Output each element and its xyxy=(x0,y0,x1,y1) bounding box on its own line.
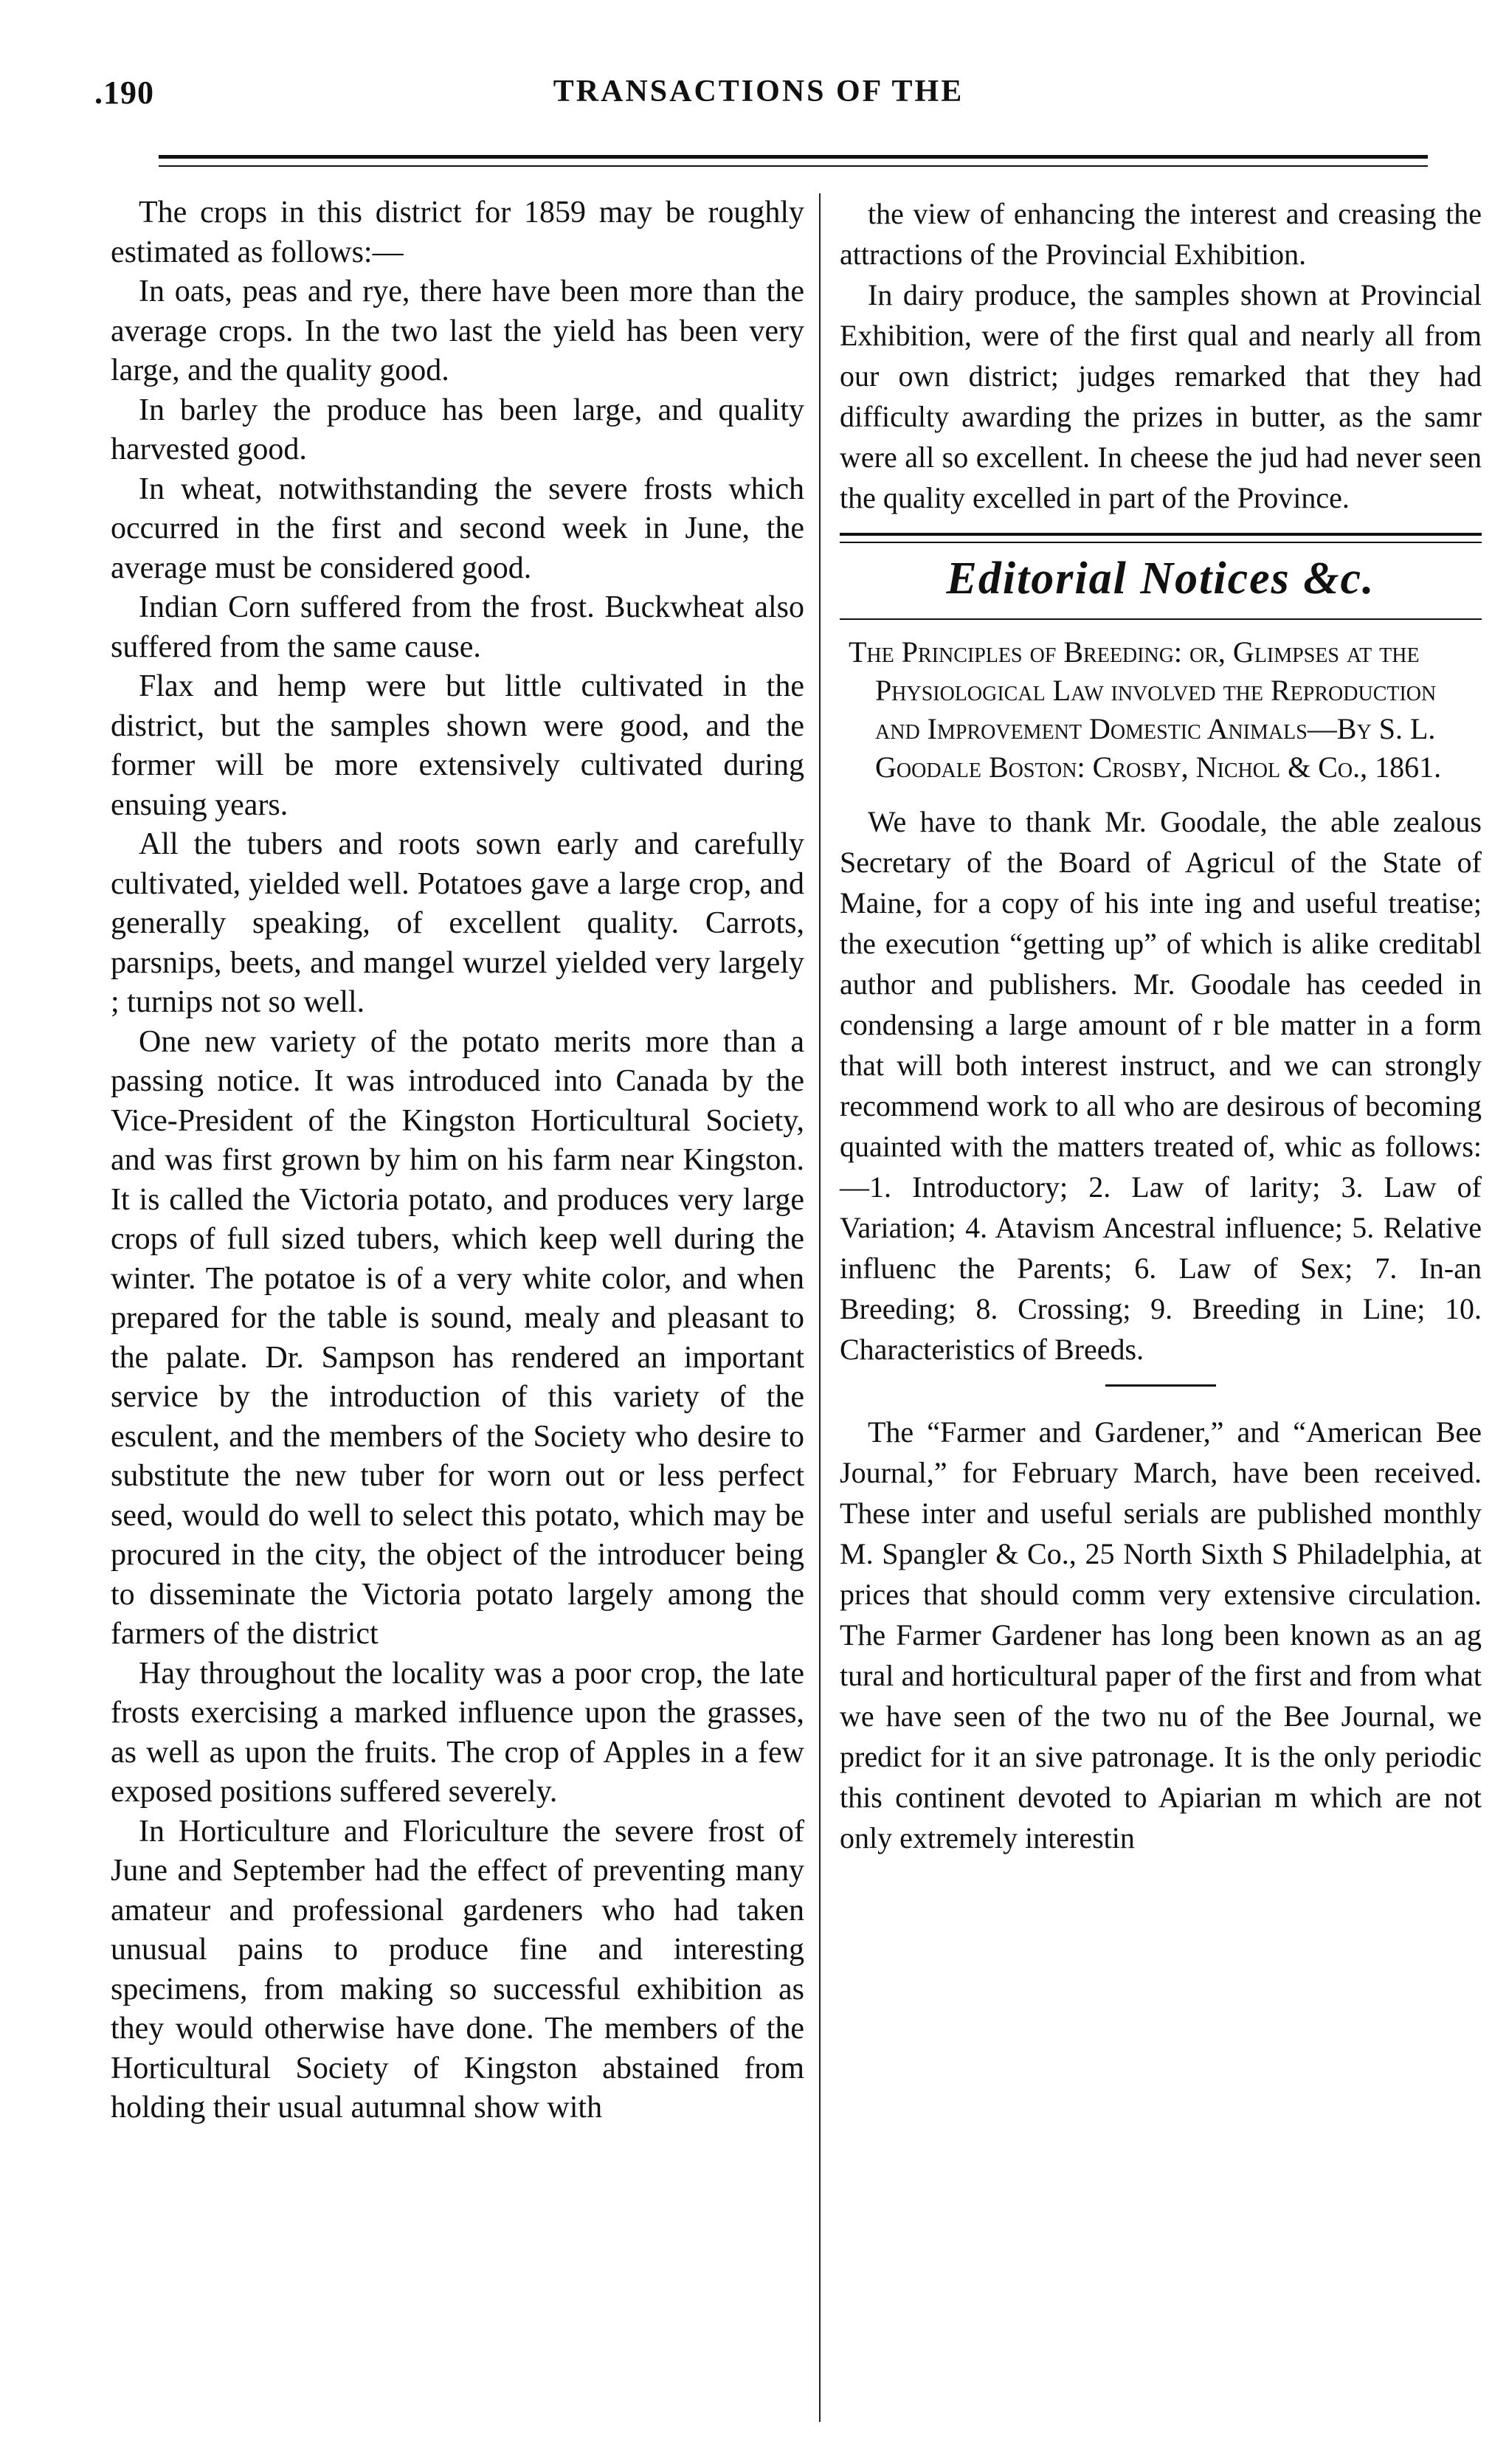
paragraph: Hay throughout the locality was a poor crop, the late frosts exercising a marked influence upon the grasses, as well as upon the fruits. The crop of Apples in a few exposed positions suffered severely. xyxy=(111,1656,804,1809)
page-number: .190 xyxy=(94,75,154,111)
running-head: TRANSACTIONS OF THE xyxy=(553,75,964,108)
section-rule-thin xyxy=(840,618,1482,620)
paragraph: Indian Corn suffered from the frost. Buckwheat also suffered from the same cause. xyxy=(111,590,804,664)
section-rule xyxy=(840,533,1482,543)
paragraph: The “Farmer and Gardener,” and “American Bee Journal,” for February March, have been received. These inter and useful serials are published monthly M. Spangler & Co., 25 North Sixth S Philadelphia, at prices that should comm very extensive circulation. The Farmer Gardener has long been known as an ag tural and horticultural paper of the first and from what we have seen of the two nu of the Bee Journal, we predict for it an sive patronage. It is the only periodic this continent devoted to Apiarian m which are not only extremely interestin xyxy=(840,1415,1482,1854)
review-body xyxy=(840,801,1482,1370)
paragraph: One new variety of the potato merits more than a passing notice. It was introduced into Canada by the Vice-President of the Kingston Horticultural Society, and was first grown by him on his farm near Kingston. It is called the Victoria potato, and produces very large crops of full sized tubers, which keep well during the winter. The potatoe is of a very white color, and when prepared for the table is sound, mealy and pleasant to the palate. Dr. Sampson has rendered an important service by the introduction of this variety of the esculent, and the members of the Society who desire to substitute the new tuber for worn out or less perfect seed, would do well to select this potato, which may be procured in the city, the object of the introducer being to disseminate the Victoria potato largely among the farmers of the district xyxy=(111,1024,804,1651)
page-header xyxy=(87,74,1430,125)
column-divider xyxy=(819,193,821,2422)
paragraph: In wheat, notwithstanding the severe frosts which occurred in the first and second week in June, the average must be considered good. xyxy=(111,472,804,585)
paragraph: We have to thank Mr. Goodale, the able zealous Secretary of the Board of Agricul of the State of Maine, for a copy of his inte ing and useful treatise; the execution “getting up” of which is alike creditabl author and publishers. Mr. Goodale has ceeded in condensing a large amount of r ble matter in a form that will both interest instruct, and we can strongly recommend work to all who are desirous of becoming quainted with the matters treated of, whic as follows:—1. Introductory; 2. Law of larity; 3. Law of Variation; 4. Atavism Ancestral influence; 5. Relative influenc the Parents; 6. Law of Sex; 7. In-an Breeding; 8. Crossing; 9. Breeding in Line; 10. Characteristics of Breeds. xyxy=(840,804,1482,1366)
paragraph: The crops in this district for 1859 may be roughly estimated as follows:— xyxy=(111,196,804,269)
paragraph: Flax and hemp were but little cultivated in the district, but the samples shown were good, and the former will be more extensively cultivated during ensuing years. xyxy=(111,669,804,822)
review-heading: The Principles of Breeding: or, Glimpses at the Physiological Law involved the Reproduction and Improvement Domestic Animals—By S. L. Goodale Boston: Crosby, Nichol & Co., 1861. xyxy=(849,635,1442,784)
paragraph: the view of enhancing the interest and creasing the attractions of the Provincial Exhibition. xyxy=(840,197,1482,271)
header-rule xyxy=(159,155,1428,167)
right-column xyxy=(840,193,1482,1858)
paragraph: All the tubers and roots sown early and carefully cultivated, yielded well. Potatoes gave a large crop, and generally speaking, of excellent quality. Carrots, parsnips, beets, and mangel wurzel yielded very largely ; turnips not so well. xyxy=(111,827,804,1019)
paragraph: In oats, peas and rye, there have been more than the average crops. In the two last the yield has been very large, and the quality good. xyxy=(111,275,804,387)
separator-rule xyxy=(1105,1384,1216,1387)
left-column xyxy=(111,193,804,2128)
paragraph: In dairy produce, the samples shown at Provincial Exhibition, were of the first qual and nearly all from our own district; judges remarked that they had difficulty awarding the prizes in butter, as the samr were all so excellent. In cheese the jud had never seen the quality excelled in part of the Province. xyxy=(840,278,1482,514)
notice-body xyxy=(840,1412,1482,1858)
section-title: Editorial Notices &c. xyxy=(946,553,1375,604)
paragraph: In barley the produce has been large, and quality harvested good. xyxy=(111,393,804,466)
paragraph: In Horticulture and Floriculture the severe frost of June and September had the effect of preventing many amateur and professional gardeners who had taken unusual pains to produce fine and interesting specimens, from making so successful exhibition as they would otherwise have done. The members of the Horticultural Society of Kingston abstained from holding their usual autumnal show with xyxy=(111,1814,804,2125)
